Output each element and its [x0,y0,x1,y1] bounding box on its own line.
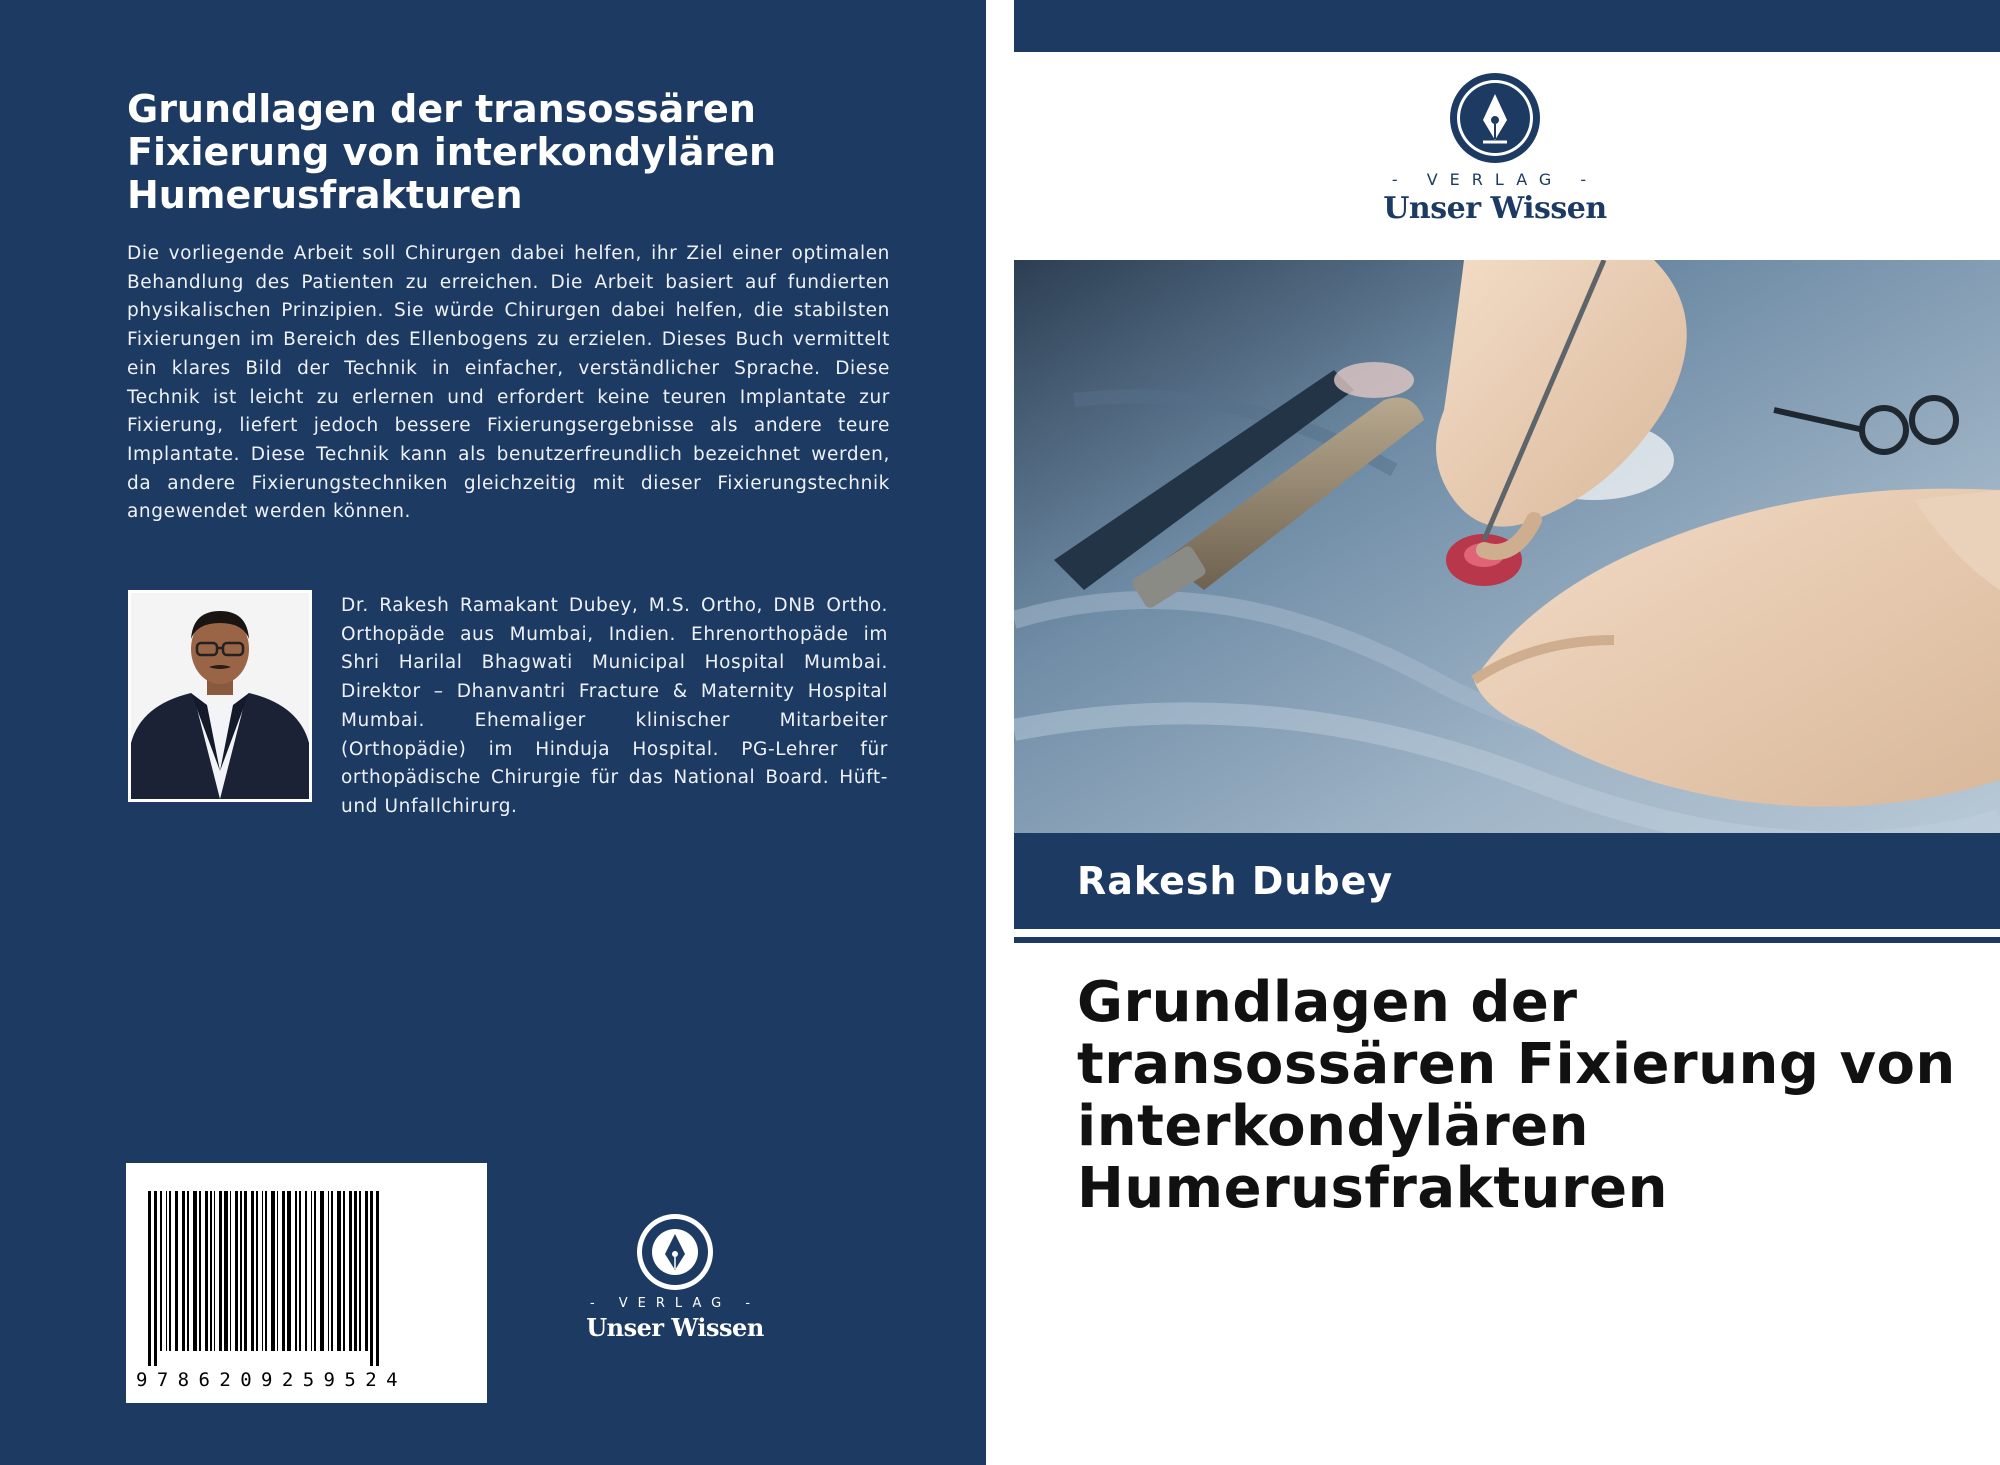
publisher-logo-front [1350,72,1640,226]
barcode-number: 9786209259524 [136,1369,407,1391]
spine [986,0,1014,1465]
barcode-bar [154,1191,157,1366]
barcode-bar [370,1191,373,1366]
front-cover-title: Grundlagen der transossären Fixierung von interkondylären Humerusfrakturen [1077,970,1956,1221]
barcode-bar [311,1191,312,1351]
author-bio: Dr. Rakesh Ramakant Dubey, M.S. Ortho, DNB Ortho. Orthopäde aus Mumbai, Indien. Ehrenorthopäde im Shri Harilal Bhagwati Municipal Hospital Mumbai. Direktor – Dhanvantri Fracture & Maternity Hospital Mumbai. Ehemaliger klinischer Mitarbeiter (Orthopädie) im Hinduja Hospital. PG-Lehrer für orthopädische Chirurgie für das National Board. Hüft- und Unfallchirurg. [341,595,888,817]
barcode-bar [205,1191,208,1351]
barcode-bar [148,1191,151,1366]
barcode-bar [299,1191,301,1351]
barcode-bar [193,1191,197,1351]
barcode-bar [166,1191,167,1351]
barcode-bar [262,1191,263,1351]
barcode-bar [265,1191,267,1351]
barcode-bar [287,1191,291,1351]
barcode-bar [175,1191,178,1351]
back-cover [0,0,986,1465]
barcode-bar [343,1191,345,1351]
barcode-bar [199,1191,201,1351]
barcode-bar [354,1191,357,1351]
author-photo [128,590,312,802]
author-name: Rakesh Dubey [1077,859,1394,903]
barcode-bar [295,1191,297,1351]
barcode-bar [219,1191,222,1351]
isbn-barcode [126,1163,487,1403]
back-cover-blurb: Die vorliegende Arbeit soll Chirurgen dabei helfen, ihr Ziel einer optimalen Behandlung des Patienten zu erreichen. Die Arbeit basiert auf fundierten physikalischen Prinzipien. Sie würde Chirurgen dabei helfen, die stabilsten Fixierungen im Bereich des Ellenbogens zu erzielen. Dieses Buch vermittelt ein klares Bild der Technik in einfacher, verständlicher Sprache. Diese Technik ist leicht zu erlernen und erfordert keine teuren Implantate zur Fixierung, liefert jedoch bessere Fixierungsergebnisse als andere teure Implantate. Diese Technik kann als benutzerfreundlich bezeichnet werden, da andere Fixierungstechniken gleichzeitig mit dieser Fixierungstechnik angewendet werden können. [127,243,890,523]
cover-photo-surgery [1014,260,2000,833]
logo-verlag-label: - VERLAG - [1391,170,1599,189]
author-band [1014,833,2000,929]
barcode-bar [328,1191,329,1351]
divider-rule [1014,937,2000,943]
barcode-bar [320,1191,324,1351]
barcode-bar [214,1191,215,1351]
front-top-band [1014,0,2000,52]
barcode-bar [240,1191,242,1351]
fountain-pen-nib-icon [1449,72,1541,164]
logo-brand-name: Unser Wissen [1383,191,1607,226]
barcode-bar [349,1191,352,1351]
barcode-bar [331,1191,333,1351]
fountain-pen-nib-icon [635,1212,715,1292]
barcode-bar [282,1191,285,1351]
barcode-bar [244,1191,247,1351]
barcode-bar [256,1191,258,1351]
barcode-bar [251,1191,254,1351]
barcode-bar [210,1191,212,1351]
barcode-bar [365,1191,368,1351]
barcode-bar [337,1191,341,1351]
publisher-logo-back [560,1212,790,1342]
barcode-bar [182,1191,185,1351]
back-cover-title: Grundlagen der transossären Fixierung von interkondylären Humerusfrakturen [127,87,777,217]
barcode-bar [224,1191,228,1351]
barcode-bar [271,1191,275,1351]
barcode-bar [376,1191,379,1366]
barcode-bar [169,1191,171,1351]
barcode-bar [235,1191,238,1351]
barcode-bar [359,1191,361,1351]
barcode-bar [314,1191,316,1351]
logo-verlag-label: - VERLAG - [589,1296,761,1311]
barcode-bar [160,1191,162,1351]
barcode-bar [230,1191,231,1351]
logo-brand-name: Unser Wissen [586,1313,764,1342]
barcode-bar [277,1191,278,1351]
barcode-bar [305,1191,307,1351]
barcode-bar [187,1191,189,1351]
